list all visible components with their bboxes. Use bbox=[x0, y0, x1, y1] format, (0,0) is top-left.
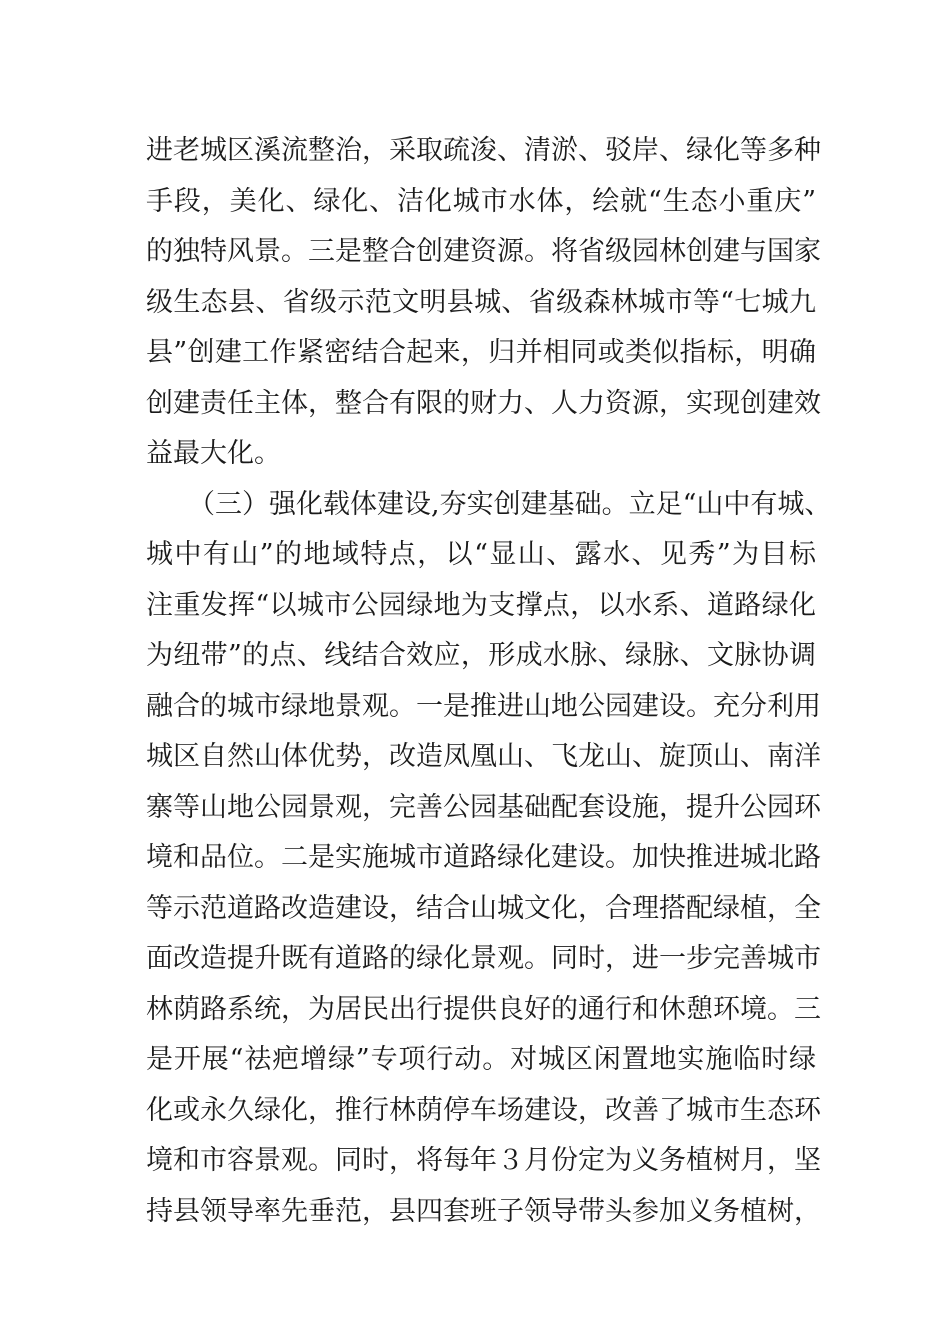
text-line: 进老城区溪流整治，采取疏浚、清淤、驳岸、绿化等多种 bbox=[146, 135, 821, 166]
text-line: 创建责任主体，整合有限的财力、人力资源，实现创建效 bbox=[146, 387, 821, 419]
text-line: 益最大化。 bbox=[146, 438, 281, 469]
text-line: 为纽带”的点、线结合效应，形成水脉、绿脉、文脉协调 bbox=[146, 640, 816, 671]
text-line: 级生态县、省级示范文明县城、省级森林城市等“七城九 bbox=[146, 286, 816, 318]
text-line: 是开展“祛疤增绿”专项行动。对城区闲置地实施临时绿 bbox=[146, 1044, 816, 1075]
text-line: 城区自然山体优势，改造凤凰山、飞龙山、旋顶山、南洋 bbox=[146, 741, 821, 772]
text-line: 手段，美化、绿化、洁化城市水体，绘就“生态小重庆” bbox=[146, 185, 816, 217]
text-line: 寨等山地公园景观，完善公园基础配套设施，提升公园环 bbox=[146, 791, 821, 823]
text-line: 化或永久绿化，推行林荫停车场建设，改善了城市生态环 bbox=[146, 1094, 821, 1126]
section-heading-line: （三）强化载体建设,夯实创建基础。立足“山中有城、 bbox=[188, 488, 832, 520]
text-line: 林荫路系统，为居民出行提供良好的通行和休憩环境。三 bbox=[146, 993, 821, 1025]
text-line: 境和品位。二是实施城市道路绿化建设。加快推进城北路 bbox=[146, 842, 821, 873]
text-line: 注重发挥“以城市公园绿地为支撑点，以水系、道路绿化 bbox=[146, 589, 816, 621]
body-text bbox=[146, 126, 832, 1237]
text-line: 面改造提升既有道路的绿化景观。同时，进一步完善城市 bbox=[146, 943, 821, 974]
text-line: 的独特风景。三是整合创建资源。将省级园林创建与国家 bbox=[146, 236, 821, 267]
text-line: 境和市容景观。同时，将每年３月份定为义务植树月，坚 bbox=[146, 1145, 821, 1176]
text-line: 融合的城市绿地景观。一是推进山地公园建设。充分利用 bbox=[146, 690, 821, 722]
text-line: 持县领导率先垂范，县四套班子领导带头参加义务植树， bbox=[146, 1195, 821, 1227]
text-line: 城中有山”的地域特点，以“显山、露水、见秀”为目标 bbox=[146, 539, 816, 570]
text-line: 县”创建工作紧密结合起来，归并相同或类似指标，明确 bbox=[146, 337, 816, 368]
text-line: 等示范道路改造建设，结合山城文化，合理搭配绿植，全 bbox=[146, 892, 821, 924]
